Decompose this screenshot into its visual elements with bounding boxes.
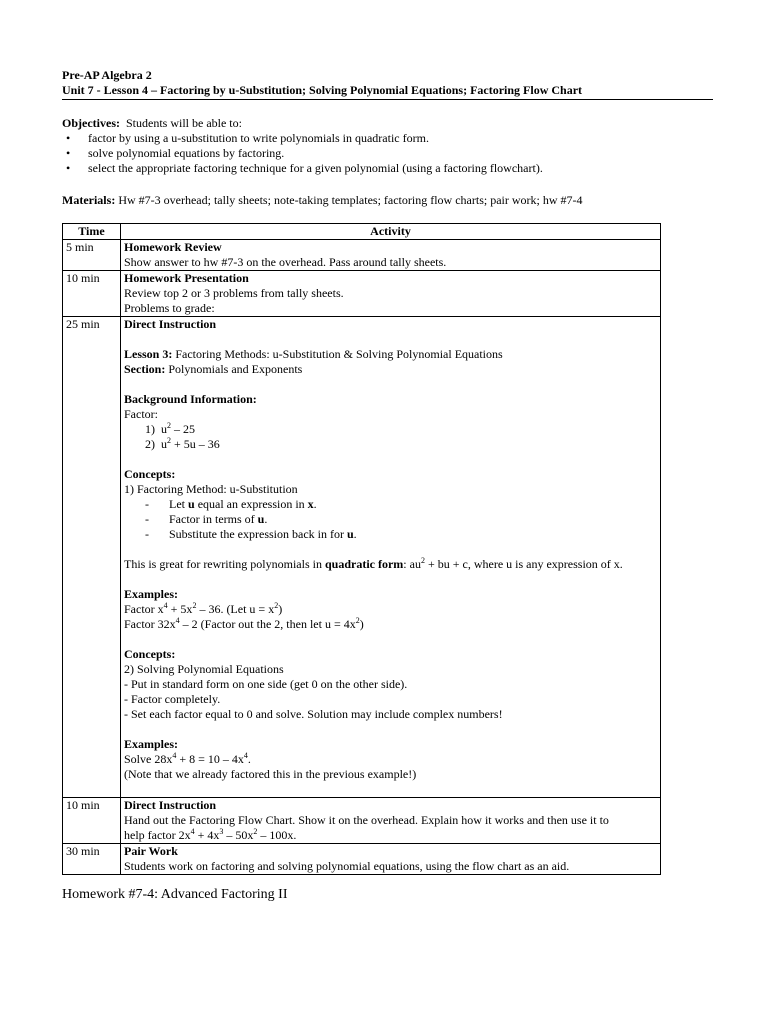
activity-title: Pair Work [124,844,178,858]
document-header [62,68,713,98]
homework-assignment: Homework #7-4: Advanced Factoring II [62,887,288,902]
concept-step: - Let u equal an expression in x. [124,497,657,512]
row-activity [121,798,661,844]
lesson-title: Unit 7 - Lesson 4 – Factoring by u-Substitution; Solving Polynomial Equations; Factoring Flow Chart [62,83,583,97]
concept-line: - Put in standard form on one side (get 0 on the other side). [124,677,408,691]
row-time: 30 min [63,844,121,875]
table-row-direct-instruction [63,317,661,798]
concept-line: - Factor completely. [124,692,221,706]
activity-title: Homework Review [124,240,222,254]
activity-text: Review top 2 or 3 problems from tally sheets. [124,286,344,300]
row-activity [121,271,661,317]
row-activity [121,844,661,875]
activity-text: help factor $2x^4 + 4x^3 - 50x^2 - 100x$. [124,827,297,842]
row-time: 5 min [63,240,121,271]
section-text: Polynomials and Exponents [168,362,303,376]
factor-label: Factor: [124,407,158,421]
activity-title: Direct Instruction [124,798,217,812]
concept-step: - Factor in terms of u. [124,512,657,527]
activity-title: Homework Presentation [124,271,249,285]
row-time: 25 min [63,317,121,798]
objective-item: • select the appropriate factoring technique for a given polynomial (using a factoring flowchart). [62,161,712,176]
time-column-header: Time [63,224,121,240]
table-header-row [63,224,661,240]
objectives-list [62,131,712,176]
lesson-text: Factoring Methods: u-Substitution & Solving Polynomial Equations [175,347,503,361]
course-title: Pre-AP Algebra 2 [62,68,152,82]
concept-title: 2) Solving Polynomial Equations [124,662,284,676]
table-row-homework-presentation [63,271,661,317]
objective-item: • solve polynomial equations by factoring. [62,146,712,161]
row-activity [121,317,661,798]
row-activity [121,240,661,271]
concept-line: - Set each factor equal to 0 and solve. Solution may include complex numbers! [124,707,503,721]
activity-text: Show answer to hw #7-3 on the overhead. Pass around tally sheets. [124,255,447,269]
activity-text: Hand out the Factoring Flow Chart. Show it on the overhead. Explain how it works and then use it to [124,813,609,827]
problem-1: 1) $u^2 - 25$ [145,421,195,436]
header-divider [62,99,713,100]
example-2: Factor $32x^4 - 2$ (Factor out the 2, then let $u = 4x^2$) [124,616,364,631]
table-row-direct-instruction-2 [63,798,661,844]
lesson-label: Lesson 3: [124,347,173,361]
row-time: 10 min [63,798,121,844]
objectives-intro: Students will be able to: [125,116,242,130]
background-label: Background Information: [124,392,257,406]
materials-section [62,193,712,208]
examples-label: Examples: [124,587,178,601]
materials-text: Hw #7-3 overhead; tally sheets; note-taking templates; factoring flow charts; pair work; hw #7-4 [118,193,583,207]
problem-2: 2) $u^2 + 5u - 36$ [145,436,220,451]
activity-text: Problems to grade: [124,301,215,315]
concept-step: - Substitute the expression back in for u. [124,527,657,542]
objective-item: • factor by using a u-substitution to write polynomials in quadratic form. [62,131,712,146]
concept-title: 1) Factoring Method: u-Substitution [124,482,298,496]
activity-text: Students work on factoring and solving polynomial equations, using the flow chart as an aid. [124,859,570,873]
example-note: (Note that we already factored this in the previous example!) [124,767,417,781]
solve-example: Solve $28x^4 + 8 = 10 - 4x^4$. [124,751,251,766]
row-time: 10 min [63,271,121,317]
examples-label: Examples: [124,737,178,751]
objectives-label: Objectives: [62,116,120,130]
objectives-section [62,116,712,176]
quadratic-form-note: This is great for rewriting polynomials in quadratic form: $au^2$ + bu + c, where u is any expression of x. [124,556,623,571]
concepts-label: Concepts: [124,647,176,661]
table-row-pair-work [63,844,661,875]
table-row-homework-review [63,240,661,271]
example-1: Factor $x^4 + 5x^2 - 36$. (Let $u = x^2$) [124,601,283,616]
activity-title: Direct Instruction [124,317,217,331]
lesson-plan-table [62,223,661,875]
materials-label: Materials: [62,193,116,207]
concepts-label: Concepts: [124,467,176,481]
concept-steps [124,497,657,542]
activity-column-header: Activity [121,224,661,240]
section-label: Section: [124,362,166,376]
